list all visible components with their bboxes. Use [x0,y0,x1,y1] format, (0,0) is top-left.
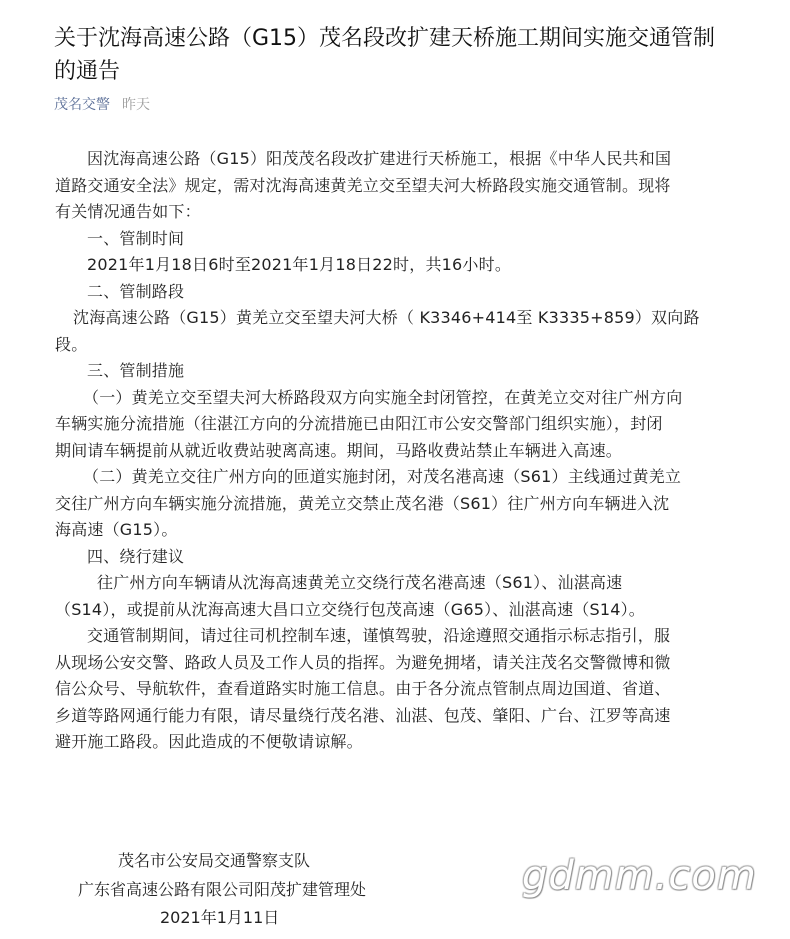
section-2-text-line-1: 沈海高速公路（G15）黄羌立交至望夫河大桥（ K3346+414至 K3335+859）双向路 [73,308,700,327]
section-2-heading: 二、管制路段 [87,281,185,301]
measure-1-line-3: 期间请车辆提前从就近收费站驶离高速。期间，马路收费站禁止车辆进入高速。 [55,440,623,460]
measure-1-line-1: （一）黄羌立交至望夫河大桥路段双方向实施全封闭管控，在黄羌立交对往广州方向 [83,387,683,407]
detour-line-1: 往广州方向车辆请从沈海高速黄羌立交绕行茂名港高速（S61）、汕湛高速 [97,573,623,592]
intro-line-3: 有关情况通告如下： [55,202,201,221]
section-4-heading: 四、绕行建议 [87,546,185,566]
section-1-heading: 一、管制时间 [87,228,185,248]
article-title-line-1: 关于沈海高速公路（G15）茂名段改扩建天桥施工期间实施交通管制 [54,26,716,51]
closing-line-4: 乡道等路网通行能力有限，请尽量绕行茂名港、汕湛、包茂、肇阳、广台、江罗等高速 [55,705,671,725]
closing-line-5: 避开施工路段。因此造成的不便敬请谅解。 [55,732,363,751]
intro-line-2: 道路交通安全法》规定，需对沈海高速黄羌立交至望夫河大桥路段实施交通管制。现将 [55,175,671,195]
site-watermark: gdmm.com [522,853,757,899]
measure-2-line-3: 海高速（G15）。 [55,520,178,539]
signature-issuer-1: 茂名市公安局交通警察支队 [118,851,311,870]
signature-date: 2021年1月11日 [160,908,280,927]
article-body [55,146,745,756]
closing-line-1: 交通管制期间，请过往司机控制车速，谨慎驾驶，沿途遵照交通指示标志指引，服 [87,626,671,645]
article-title-line-2: 的通告 [54,59,121,84]
article-meta [54,95,150,115]
measure-1-line-2: 车辆实施分流措施（往湛江方向的分流措施已由阳江市公安交警部门组织实施），封闭 [55,414,663,433]
article-title [54,22,754,88]
section-2-text-line-2: 段。 [55,334,88,354]
measure-2-line-2: 交往广州方向车辆实施分流措施，黄羌立交禁止茂名港（S61）往广州方向车辆进入沈 [55,493,670,513]
signature-issuer-2: 广东省高速公路有限公司阳茂扩建管理处 [78,880,367,899]
closing-line-2: 从现场公安交警、路政人员及工作人员的指挥。为避免拥堵，请关注茂名交警微博和微 [55,652,671,672]
measure-2-line-1: （二）黄羌立交往广州方向的匝道实施封闭，对茂名港高速（S61）主线通过黄羌立 [83,467,682,486]
closing-line-3: 信公众号、导航软件，查看道路实时施工信息。由于各分流点管制点周边国道、省道、 [55,679,671,698]
detour-line-2: （S14），或提前从沈海高速大昌口立交绕行包茂高速（G65）、汕湛高速（S14）。 [55,599,645,619]
account-name-link[interactable]: 茂名交警 [54,97,110,113]
section-3-heading: 三、管制措施 [87,361,185,380]
intro-line-1: 因沈海高速公路（G15）阳茂茂名段改扩建进行天桥施工，根据《中华人民共和国 [87,149,672,168]
publish-date: 昨天 [122,97,150,113]
section-1-text: 2021年1月18日6时至2021年1月18日22时，共16小时。 [87,255,512,274]
